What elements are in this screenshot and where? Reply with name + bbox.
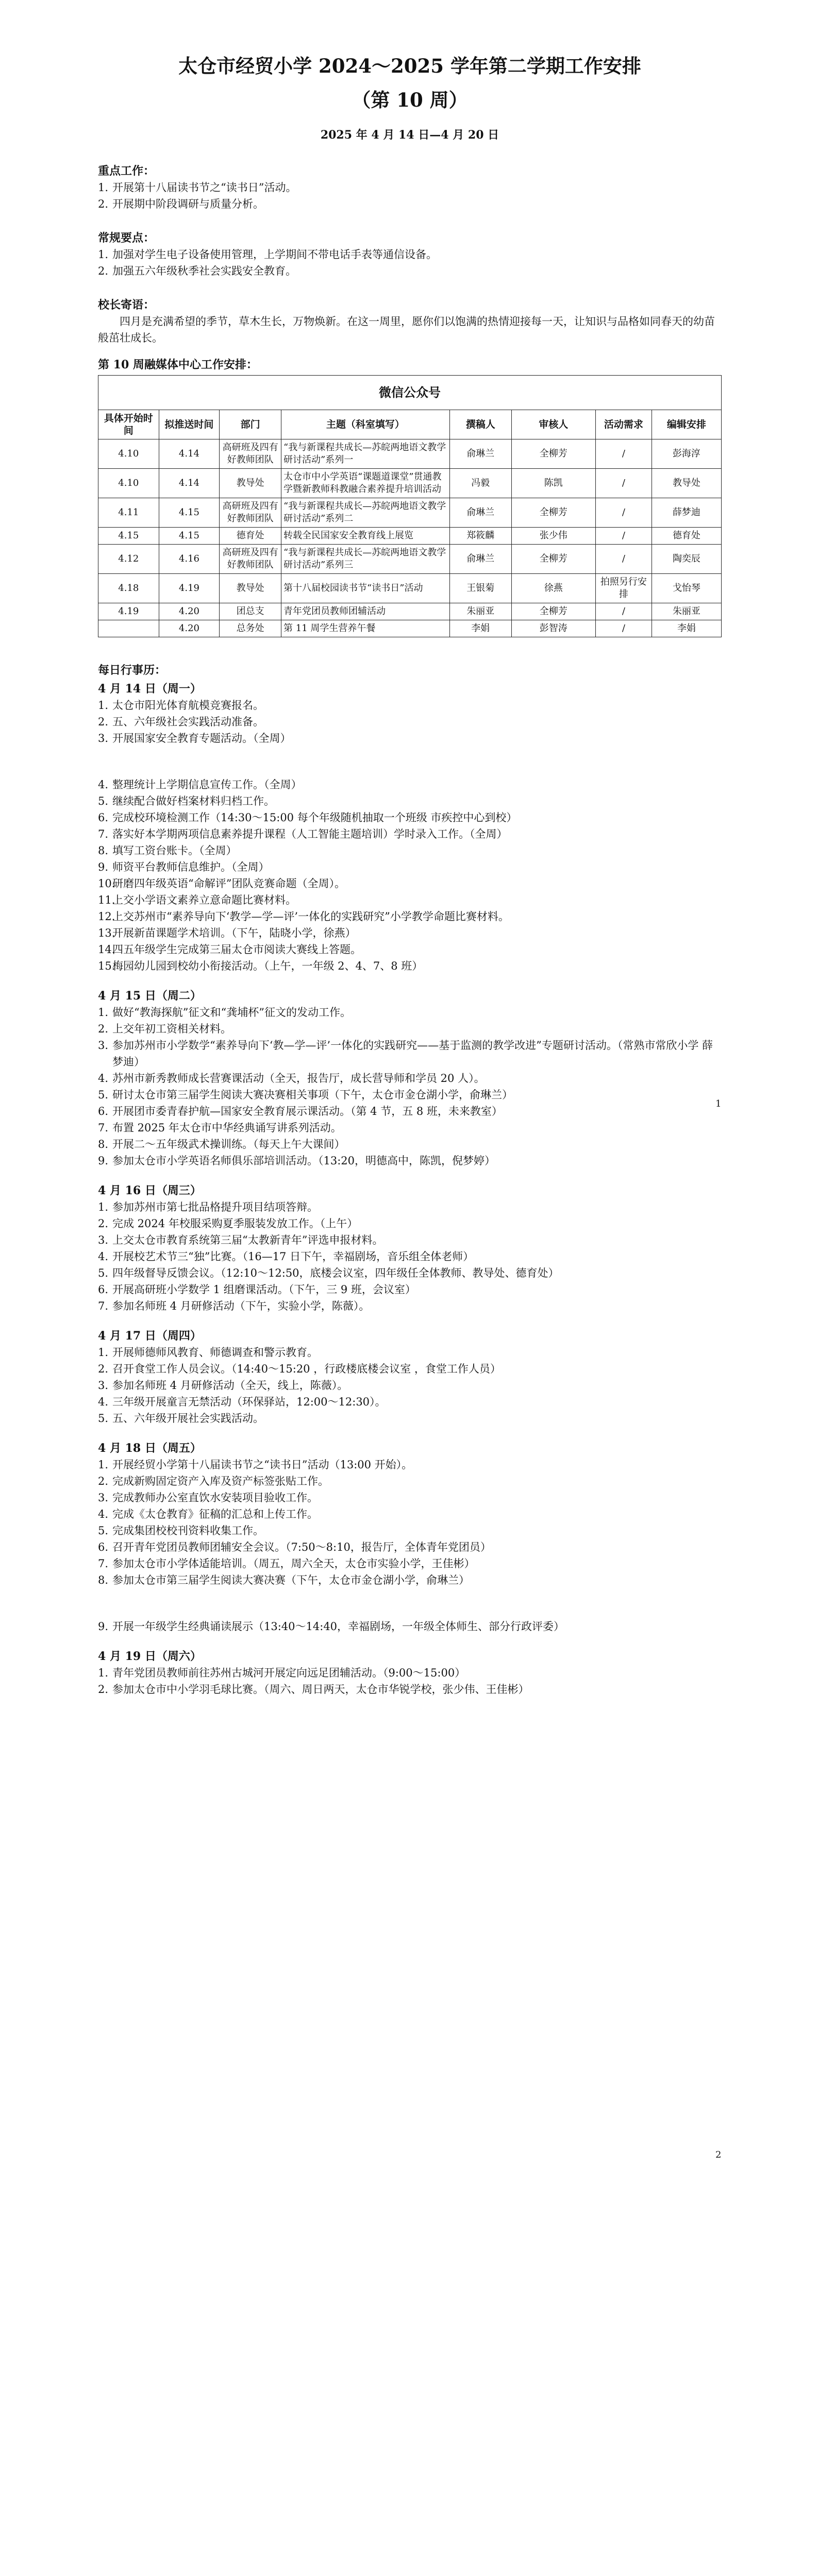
item-text: 开展新苗课题学术培训。（下午，陆晓小学，徐燕） bbox=[112, 927, 356, 939]
item-number: 15. bbox=[98, 960, 115, 972]
column-header: 撰稿人 bbox=[449, 410, 511, 439]
document-title: 太仓市经贸小学 2024～2025 学年第二学期工作安排 bbox=[178, 55, 641, 77]
item-text: 开展经贸小学第十八届读书节之“读书日”活动（13:00 开始）。 bbox=[112, 1459, 413, 1471]
table-cell: 高研班及四有好教师团队 bbox=[220, 498, 281, 528]
table-cell: 转载全民国家安全教育线上展览 bbox=[281, 528, 450, 545]
item-number: 7. bbox=[98, 1300, 109, 1312]
list-item bbox=[98, 842, 722, 859]
list-item bbox=[98, 1298, 722, 1314]
item-number: 8. bbox=[98, 1138, 109, 1150]
item-number: 1. bbox=[98, 181, 109, 194]
item-text: 继续配合做好档案材料归档工作。 bbox=[112, 795, 275, 807]
table-cell: 全柳芳 bbox=[511, 603, 595, 620]
table-cell: 俞琳兰 bbox=[449, 545, 511, 574]
item-number: 5. bbox=[98, 1089, 109, 1101]
list-item bbox=[98, 1153, 722, 1169]
item-text: 参加太仓市小学体适能培训。（周五，周六全天，太仓市实验小学，王佳彬） bbox=[112, 1557, 475, 1570]
table-cell: 薛梦迪 bbox=[652, 498, 721, 528]
table-cell: / bbox=[595, 545, 652, 574]
table-cell: 王银菊 bbox=[449, 574, 511, 603]
media-schedule-table bbox=[98, 375, 722, 637]
page-break-gap bbox=[98, 1588, 722, 1618]
table-cell: 朱丽亚 bbox=[449, 603, 511, 620]
item-number: 2. bbox=[98, 1217, 109, 1230]
item-text: 召开食堂工作人员会议。（14:40～15:20 ，行政楼底楼会议室 ，食堂工作人员） bbox=[112, 1363, 501, 1375]
table-cell: 戈怡琴 bbox=[652, 574, 721, 603]
item-number: 13. bbox=[98, 927, 115, 939]
item-text: 上交太仓市教育系统第三届“太教新青年”评选申报材料。 bbox=[112, 1234, 383, 1246]
day-block bbox=[98, 1648, 722, 1698]
table-row bbox=[98, 439, 722, 469]
table-cell: 冯毅 bbox=[449, 469, 511, 498]
item-text: 参加名师班 4 月研修活动（全天，线上，陈薇）。 bbox=[112, 1379, 348, 1392]
list-item bbox=[98, 1555, 722, 1572]
item-text: 梅园幼儿园到校幼小衔接活动。（上午，一年级 2、4、7、8 班） bbox=[112, 960, 423, 972]
day-block bbox=[98, 681, 722, 974]
item-number: 9. bbox=[98, 861, 109, 873]
item-number: 12. bbox=[98, 910, 115, 923]
item-number: 9. bbox=[98, 1620, 109, 1633]
item-text: 开展国家安全教育专题活动。（全周） bbox=[112, 732, 291, 744]
column-header: 主题（科室填写） bbox=[281, 410, 450, 439]
table-cell: 4.18 bbox=[98, 574, 159, 603]
section-heading: 重点工作： bbox=[98, 164, 155, 178]
table-cell: “我与新课程共成长—苏皖两地语文教学研讨活动”系列三 bbox=[281, 545, 450, 574]
table-cell: 4.19 bbox=[159, 574, 220, 603]
list-item bbox=[98, 1361, 722, 1377]
item-text: 完成《太仓教育》征稿的汇总和上传工作。 bbox=[112, 1508, 318, 1520]
date-range: 2025 年 4 月 14 日—4 月 20 日 bbox=[320, 128, 499, 142]
item-text: 开展师德师风教育、师德调查和警示教育。 bbox=[112, 1346, 318, 1359]
item-number: 3. bbox=[98, 732, 109, 744]
day-title: 4 月 17 日（周四） bbox=[98, 1329, 202, 1343]
item-text: 三年级开展童言无禁活动（环保驿站，12:00～12:30）。 bbox=[112, 1396, 386, 1408]
list-item bbox=[98, 958, 722, 974]
item-number: 4. bbox=[98, 1508, 109, 1520]
daily-schedule bbox=[98, 681, 722, 1698]
list-item bbox=[98, 730, 722, 747]
list-item bbox=[98, 1215, 722, 1232]
table-cell: 郑筱麟 bbox=[449, 528, 511, 545]
item-number: 7. bbox=[98, 1557, 109, 1570]
table-row bbox=[98, 545, 722, 574]
page-number: 1 bbox=[715, 1098, 722, 1109]
item-text: 布置 2025 年太仓市中华经典诵写讲系列活动。 bbox=[112, 1122, 342, 1134]
item-number: 3. bbox=[98, 1039, 109, 1052]
item-text: 上交年初工资相关材料。 bbox=[112, 1023, 231, 1035]
item-text: 落实好本学期两项信息素养提升课程（人工智能主题培训）学时录入工作。（全周） bbox=[112, 828, 508, 840]
list-item bbox=[98, 1070, 722, 1087]
item-number: 5. bbox=[98, 795, 109, 807]
table-cell: / bbox=[595, 528, 652, 545]
item-text: 开展期中阶段调研与质量分析。 bbox=[112, 198, 264, 210]
list-item bbox=[98, 1021, 722, 1037]
column-header: 拟推送时间 bbox=[159, 410, 220, 439]
item-text: 完成校环境检测工作（14:30～15:00 每个年级随机抽取一个班级 市疾控中心到校） bbox=[112, 811, 517, 824]
day-items-continued bbox=[98, 1618, 722, 1635]
table-cell: 彭海淳 bbox=[652, 439, 721, 469]
day-items bbox=[98, 1344, 722, 1427]
page-break-gap bbox=[98, 747, 722, 776]
table-cell: 徐燕 bbox=[511, 574, 595, 603]
item-text: 完成教师办公室直饮水安装项目验收工作。 bbox=[112, 1492, 318, 1504]
table-row bbox=[98, 603, 722, 620]
day-items bbox=[98, 697, 722, 747]
table-header-row bbox=[98, 410, 722, 439]
day-items bbox=[98, 1456, 722, 1588]
item-number: 4. bbox=[98, 778, 109, 791]
table-cell bbox=[98, 620, 159, 637]
table-row bbox=[98, 469, 722, 498]
item-number: 6. bbox=[98, 811, 109, 824]
list-item bbox=[98, 1665, 722, 1681]
item-number: 11. bbox=[98, 894, 115, 906]
day-items bbox=[98, 1665, 722, 1698]
item-number: 4. bbox=[98, 1072, 109, 1084]
item-text: 四年级督导反馈会议。（12:10～12:50，底楼会议室，四年级任全体教师、教导处、德育处） bbox=[112, 1267, 559, 1279]
table-cell: 4.15 bbox=[159, 528, 220, 545]
table-cell: 4.16 bbox=[159, 545, 220, 574]
table-cell: / bbox=[595, 620, 652, 637]
item-text: 研讨太仓市第三届学生阅读大赛决赛相关事项（下午，太仓市金仓湖小学，俞琳兰） bbox=[112, 1089, 513, 1101]
day-items bbox=[98, 1199, 722, 1314]
list-item bbox=[98, 714, 722, 730]
list-item bbox=[98, 1087, 722, 1103]
table-cell: 德育处 bbox=[652, 528, 721, 545]
table-cell: 李娟 bbox=[652, 620, 721, 637]
list-item bbox=[98, 875, 722, 892]
column-header: 活动需求 bbox=[595, 410, 652, 439]
table-cell: 陈凯 bbox=[511, 469, 595, 498]
table-body bbox=[98, 439, 722, 637]
table-cell: 高研班及四有好教师团队 bbox=[220, 545, 281, 574]
table-cell: 4.10 bbox=[98, 469, 159, 498]
table-row bbox=[98, 620, 722, 637]
item-number: 6. bbox=[98, 1541, 109, 1553]
item-number: 5. bbox=[98, 1524, 109, 1537]
table-cell: 4.20 bbox=[159, 620, 220, 637]
day-block bbox=[98, 988, 722, 1169]
item-text: 上交苏州市“素养导向下‘教学—学—评’一体化的实践研究”小学教学命题比赛材料。 bbox=[112, 910, 509, 923]
section-heading: 第 10 周融媒体中心工作安排： bbox=[98, 358, 258, 371]
item-text: 研磨四年级英语“命解评”团队竞赛命题（全周）。 bbox=[112, 877, 345, 890]
item-number: 4. bbox=[98, 1396, 109, 1408]
list-item bbox=[98, 1618, 722, 1635]
table-cell: 4.12 bbox=[98, 545, 159, 574]
item-number: 1. bbox=[98, 1201, 109, 1213]
column-header: 部门 bbox=[220, 410, 281, 439]
item-text: 开展高研班小学数学 1 组磨课活动。（下午，三 9 班，会议室） bbox=[112, 1283, 416, 1296]
item-text: 开展第十八届读书节之“读书日”活动。 bbox=[112, 181, 297, 194]
list-item bbox=[98, 1265, 722, 1281]
list-item bbox=[98, 1410, 722, 1427]
list-item bbox=[98, 1681, 722, 1698]
item-number: 2. bbox=[98, 1023, 109, 1035]
section-heading: 常规要点： bbox=[98, 231, 155, 245]
item-number: 9. bbox=[98, 1155, 109, 1167]
list-item bbox=[98, 908, 722, 925]
list-item bbox=[98, 1473, 722, 1489]
column-header: 编辑安排 bbox=[652, 410, 721, 439]
item-number: 1. bbox=[98, 699, 109, 711]
item-text: 加强五六年级秋季社会实践安全教育。 bbox=[112, 265, 296, 277]
week-label: （第 10 周） bbox=[352, 89, 468, 111]
table-cell: 李娟 bbox=[449, 620, 511, 637]
list-item bbox=[98, 1103, 722, 1120]
item-text: 五、六年级开展社会实践活动。 bbox=[112, 1412, 264, 1425]
page-number: 2 bbox=[715, 2149, 722, 2160]
item-text: 开展一年级学生经典诵读展示（13:40～14:40，幸福剧场，一年级全体师生、部分行政评委） bbox=[112, 1620, 565, 1633]
document-body bbox=[98, 52, 722, 1698]
item-text: 开展团市委青春护航—国家安全教育展示课活动。（第 4 节，五 8 班，未来教室） bbox=[112, 1105, 503, 1117]
key-work-list bbox=[98, 179, 722, 212]
item-text: 参加太仓市第三届学生阅读大赛决赛（下午，太仓市金仓湖小学，俞琳兰） bbox=[112, 1574, 470, 1586]
table-cell: “我与新课程共成长—苏皖两地语文教学研讨活动”系列二 bbox=[281, 498, 450, 528]
list-item bbox=[98, 246, 722, 263]
item-number: 2. bbox=[98, 198, 109, 210]
table-cell: 俞琳兰 bbox=[449, 498, 511, 528]
item-text: 参加苏州市第七批品格提升项目结项答辩。 bbox=[112, 1201, 318, 1213]
table-cell: 朱丽亚 bbox=[652, 603, 721, 620]
list-item bbox=[98, 1394, 722, 1410]
table-cell: 俞琳兰 bbox=[449, 439, 511, 469]
table-cell: 4.14 bbox=[159, 439, 220, 469]
item-number: 5. bbox=[98, 1267, 109, 1279]
item-number: 2. bbox=[98, 1475, 109, 1487]
list-item bbox=[98, 892, 722, 908]
principal-message: 四月是充满希望的季节，草木生长，万物焕新。在这一周里，愿你们以饱满的热情迎接每一天，让知识与品格如同春天的幼苗般茁壮成长。 bbox=[98, 315, 715, 344]
item-text: 完成新购固定资产入库及资产标签张贴工作。 bbox=[112, 1475, 329, 1487]
table-cell: 陶奕辰 bbox=[652, 545, 721, 574]
list-item bbox=[98, 1377, 722, 1394]
item-text: 参加太仓市中小学羽毛球比赛。（周六、周日两天，太仓市华锐学校，张少伟、王佳彬） bbox=[112, 1683, 529, 1696]
item-number: 5. bbox=[98, 1412, 109, 1425]
day-title: 4 月 18 日（周五） bbox=[98, 1442, 202, 1455]
item-number: 1. bbox=[98, 1667, 109, 1679]
list-item bbox=[98, 1522, 722, 1539]
list-item bbox=[98, 263, 722, 279]
day-block bbox=[98, 1328, 722, 1427]
list-item bbox=[98, 793, 722, 809]
day-items-continued bbox=[98, 776, 722, 974]
list-item bbox=[98, 859, 722, 875]
item-text: 参加名师班 4 月研修活动（下午，实验小学，陈薇）。 bbox=[112, 1300, 370, 1312]
item-text: 四五年级学生完成第三届太仓市阅读大赛线上答题。 bbox=[112, 943, 361, 956]
item-number: 3. bbox=[98, 1234, 109, 1246]
table-cell: 拍照另行安排 bbox=[595, 574, 652, 603]
item-number: 6. bbox=[98, 1283, 109, 1296]
table-cell: 全柳芳 bbox=[511, 439, 595, 469]
list-item bbox=[98, 1199, 722, 1215]
list-item bbox=[98, 941, 722, 958]
item-number: 3. bbox=[98, 1492, 109, 1504]
day-title: 4 月 16 日（周三） bbox=[98, 1184, 202, 1197]
list-item bbox=[98, 1539, 722, 1555]
table-cell: 教导处 bbox=[220, 469, 281, 498]
list-item bbox=[98, 1232, 722, 1248]
list-item bbox=[98, 697, 722, 714]
table-cell: 全柳芳 bbox=[511, 545, 595, 574]
item-text: 完成集团校校刊资料收集工作。 bbox=[112, 1524, 264, 1537]
table-row bbox=[98, 574, 722, 603]
day-block bbox=[98, 1182, 722, 1314]
item-number: 6. bbox=[98, 1105, 109, 1117]
list-item bbox=[98, 1037, 722, 1070]
item-text: 参加太仓市小学英语名师俱乐部培训活动。（13:20，明德高中，陈凯，倪梦婷） bbox=[112, 1155, 496, 1167]
item-number: 1. bbox=[98, 1006, 109, 1019]
day-title: 4 月 15 日（周二） bbox=[98, 989, 202, 1003]
table-cell: 4.14 bbox=[159, 469, 220, 498]
day-block bbox=[98, 1440, 722, 1635]
day-title: 4 月 14 日（周一） bbox=[98, 682, 202, 696]
table-cell: / bbox=[595, 469, 652, 498]
list-item bbox=[98, 1489, 722, 1506]
table-cell: 团总支 bbox=[220, 603, 281, 620]
item-text: 召开青年党团员教师团辅安全会议。（7:50～8:10，报告厅，全体青年党团员） bbox=[112, 1541, 491, 1553]
section-heading: 校长寄语： bbox=[98, 298, 155, 312]
item-number: 8. bbox=[98, 844, 109, 857]
item-text: 开展校艺术节三“独”比赛。（16—17 日下午，幸福剧场，音乐组全体老师） bbox=[112, 1250, 474, 1263]
section-heading: 每日行事历： bbox=[98, 664, 166, 677]
table-cell: 总务处 bbox=[220, 620, 281, 637]
item-number: 1. bbox=[98, 1459, 109, 1471]
table-cell: 4.15 bbox=[98, 528, 159, 545]
list-item bbox=[98, 776, 722, 793]
item-text: 完成 2024 年校服采购夏季服装发放工作。（上午） bbox=[112, 1217, 358, 1230]
item-number: 3. bbox=[98, 1379, 109, 1392]
column-header: 具体开始时间 bbox=[98, 410, 159, 439]
table-cell: “我与新课程共成长—苏皖两地语文教学研讨活动”系列一 bbox=[281, 439, 450, 469]
routine-list bbox=[98, 246, 722, 279]
day-title: 4 月 19 日（周六） bbox=[98, 1650, 202, 1663]
table-cell: 4.10 bbox=[98, 439, 159, 469]
table-cell: 第 11 周学生营养午餐 bbox=[281, 620, 450, 637]
item-text: 整理统计上学期信息宣传工作。（全周） bbox=[112, 778, 302, 791]
table-cell: 张少伟 bbox=[511, 528, 595, 545]
item-number: 2. bbox=[98, 1683, 109, 1696]
daily-section bbox=[98, 662, 722, 1698]
list-item bbox=[98, 1456, 722, 1473]
table-cell: 德育处 bbox=[220, 528, 281, 545]
item-text: 填写工资台账卡。（全周） bbox=[112, 844, 237, 857]
table-cell: / bbox=[595, 498, 652, 528]
table-cell: / bbox=[595, 603, 652, 620]
table-cell: 高研班及四有好教师团队 bbox=[220, 439, 281, 469]
table-cell: 4.19 bbox=[98, 603, 159, 620]
item-text: 五、六年级社会实践活动准备。 bbox=[112, 716, 264, 728]
list-item bbox=[98, 1004, 722, 1021]
table-cell: 4.20 bbox=[159, 603, 220, 620]
item-number: 7. bbox=[98, 828, 109, 840]
item-number: 1. bbox=[98, 248, 109, 261]
item-number: 4. bbox=[98, 1250, 109, 1263]
item-number: 7. bbox=[98, 1122, 109, 1134]
list-item bbox=[98, 1281, 722, 1298]
list-item bbox=[98, 826, 722, 842]
item-text: 青年党团员教师前往苏州古城河开展定向远足团辅活动。（9:00～15:00） bbox=[112, 1667, 466, 1679]
item-text: 上交小学语文素养立意命题比赛材料。 bbox=[112, 894, 296, 906]
item-number: 2. bbox=[98, 1363, 109, 1375]
table-cell: 教导处 bbox=[652, 469, 721, 498]
list-item bbox=[98, 1344, 722, 1361]
list-item bbox=[98, 1572, 722, 1588]
column-header: 审核人 bbox=[511, 410, 595, 439]
principal-section bbox=[98, 297, 722, 346]
table-caption: 微信公众号 bbox=[98, 376, 722, 410]
table-cell: 太仓市中小学英语“课题道课堂”贯通教学暨新教师科教融合素养提升培训活动 bbox=[281, 469, 450, 498]
list-item bbox=[98, 1248, 722, 1265]
table-cell: 教导处 bbox=[220, 574, 281, 603]
item-number: 8. bbox=[98, 1574, 109, 1586]
table-cell: 全柳芳 bbox=[511, 498, 595, 528]
list-item bbox=[98, 1136, 722, 1153]
table-cell: 4.11 bbox=[98, 498, 159, 528]
item-text: 苏州市新秀教师成长营赛课活动（全天，报告厅，成长营导师和学员 20 人）。 bbox=[112, 1072, 485, 1084]
table-row bbox=[98, 498, 722, 528]
table-cell: 4.15 bbox=[159, 498, 220, 528]
list-item bbox=[98, 1120, 722, 1136]
item-text: 太仓市阳光体育航模竞赛报名。 bbox=[112, 699, 264, 711]
item-text: 做好“教海探航”征文和“龚埔杯”征文的发动工作。 bbox=[112, 1006, 351, 1019]
table-cell: 彭智涛 bbox=[511, 620, 595, 637]
item-number: 2. bbox=[98, 716, 109, 728]
list-item bbox=[98, 809, 722, 826]
list-item bbox=[98, 196, 722, 212]
table-row bbox=[98, 528, 722, 545]
key-work-section bbox=[98, 163, 722, 212]
item-number: 2. bbox=[98, 265, 109, 277]
item-text: 加强对学生电子设备使用管理，上学期间不带电话手表等通信设备。 bbox=[112, 248, 437, 261]
routine-section bbox=[98, 230, 722, 279]
list-item bbox=[98, 1506, 722, 1522]
media-section bbox=[98, 357, 722, 637]
item-text: 师资平台教师信息维护。（全周） bbox=[112, 861, 270, 873]
item-number: 10. bbox=[98, 877, 115, 890]
list-item bbox=[98, 925, 722, 941]
item-number: 1. bbox=[98, 1346, 109, 1359]
list-item bbox=[98, 179, 722, 196]
table-cell: 青年党团员教师团辅活动 bbox=[281, 603, 450, 620]
item-text: 开展二～五年级武术操训练。（每天上午大课间） bbox=[112, 1138, 345, 1150]
item-text: 参加苏州市小学数学“素养导向下‘教—学—评’一体化的实践研究——基于监测的教学改进”专题研讨活动。（常熟市常欣小学 薛梦迪） bbox=[112, 1039, 713, 1068]
item-number: 14. bbox=[98, 943, 115, 956]
day-items bbox=[98, 1004, 722, 1169]
table-cell: / bbox=[595, 439, 652, 469]
table-cell: 第十八届校园读书节“读书日”活动 bbox=[281, 574, 450, 603]
